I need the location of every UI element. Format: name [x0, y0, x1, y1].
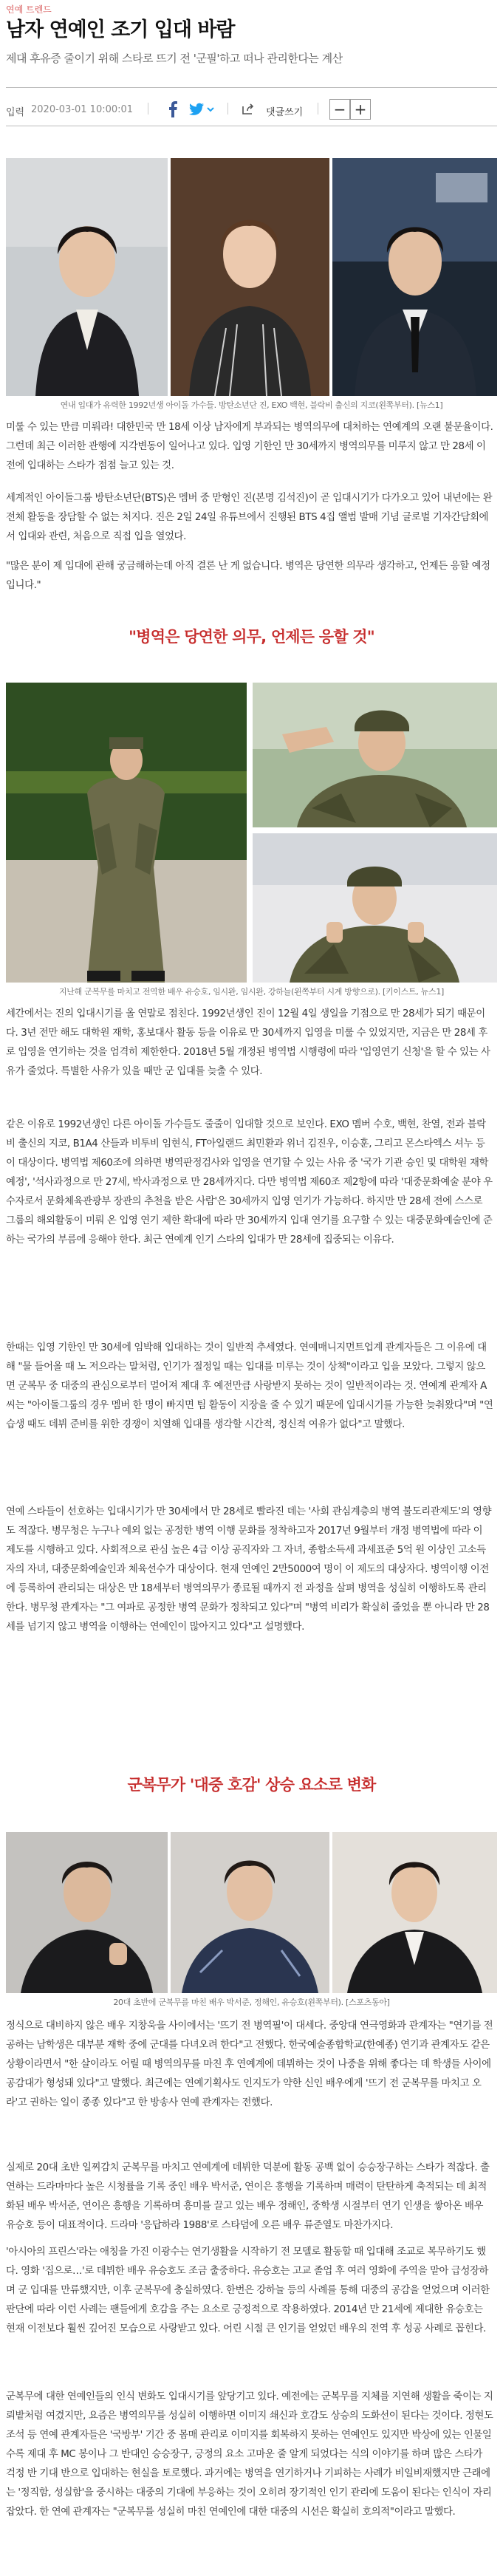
photo-baekhyun	[171, 158, 329, 396]
photo-grid-soldiers	[6, 683, 497, 983]
article-paragraph: 정식으로 대비하지 않은 배우 지창욱을 사이에서는 '뜨기 전 병역필'이 대세다. 중앙대 연극영화과 관계자는 "연기를 전공하는 남학생은 대부분 재학 중에 군대를 다녀오려 한다"고 전했다. 한국예술종합학교(한예종) 연기과 관계자도 같은 상황이라면서 "한 살이라도 어릴 때 병역의무를 마친 후 연예계에 데뷔하는 것이 나중을 위해 좋다는 데 학생들 사이에 공감대가 형성돼 있다"고 말했다. 최근에는 연예기획사도 인지도가 약한 신인 배우에게 '뜨기 전 군복무를 마치고 오라'고 권하는 일이 종종 있다"고 한 방송사 연예 관계자는 전했다.	[6, 2020, 493, 2108]
photo-actor-3	[332, 1832, 497, 1993]
pull-quote: 군복무가 '대중 호감' 상승 요소로 변화	[127, 1776, 376, 1794]
photo-caption: 연내 입대가 유력한 1992년생 아이돌 가수들. 방탄소년단 진, EXO 백현, 블락비 출신의 지코(왼쪽부터). [뉴스1]	[60, 400, 443, 410]
photo-soldier-2	[253, 683, 497, 827]
twitter-share-icon[interactable]	[189, 100, 214, 118]
photo-caption: 지난해 군복무를 마치고 전역한 배우 유승호, 임시완, 임시완, 강하늘(왼쪽부터 시계 방향으로). [키이스트, 뉴스1]	[58, 987, 445, 997]
article-paragraph: 세계적인 아이돌그룹 방탄소년단(BTS)은 멤버 중 맏형인 진(본명 김석진)이 곧 입대시기가 다가오고 있어 내년에는 완전체 활동을 장담할 수 없는 처지다. 진은 2일 24일 유튜브에서 진행된 BTS 4집 앨범 발매 기념 글로벌 기자간담회에서 입대와 관련, 처음으로 직접 입을 열었다.	[6, 493, 493, 542]
section-tag[interactable]: 연예 트렌드	[6, 4, 52, 15]
article-paragraph: 연예 스타들이 선호하는 입대시기가 만 30세에서 만 28세로 빨라진 데는 '사회 관심계층의 병역 불도리관제도'의 영향도 적잖다. 병무청은 누구나 예외 없는 공정한 병역 이행 문화를 정착하고자 2017년 9월부터 개정 병역법에 따라 이 제도를 시행하고 있다. 사회적으로 관심 높은 4급 이상 공직자와 그 자녀, 종합소득세 과세표준 5억 원 이상인 고소득자의 자녀, 대중문화예술인과 체육선수가 대상이다. 현재 연예인 2만5000여 명이 이 제도의 대상자다. 병역이행 이전에 등록하여 관리되는 대상은 만 18세부터 병역의무가 종료될 때까지 전 과정을 살펴 병역을 성실히 이행하도록 관리한다. 병무청 관계자는 "그 여파로 공정한 병역 문화가 정착되고 있다"며 "병역 비리가 확실히 줄었을 뿐 아니라 만 28세를 넘기지 않고 병역을 이행하는 연예인이 많아지고 있다"고 설명했다.	[6, 1506, 492, 1633]
article-paragraph: 같은 이유로 1992년생인 다른 아이돌 가수들도 줄줄이 입대할 것으로 보인다. EXO 멤버 수호, 백현, 찬열, 전과 블락비 출신의 지코, B1A4 산들과 비투비 임현식, FT아일랜드 최민환과 위너 김진우, 이승훈, 그리고 몬스타엑스 셔누 등이 대상이다. 병역법 제60조에 의하면 병역판정검사와 입영을 연기할 수 있는 사유 중 '국가 기관 승인 및 대학원 재학 예정', '석사과정으로 만 27세, 박사과정으로 만 28세까지다. 다만 병역법 제60조 제2항에 따라 '대중문화예술 분야 우수자로서 문화체육관광부 장관의 추천을 받은 사람'은 30세까지 입영 연기가 가능하다. 하지만 만 28세 전에 스스로 그룹의 해외활동이 미뤄 온 입영 연기 제한 확대에 따라 만 30세까지 입대 연기를 요구할 수 있는 대중문화예술인에 준하는 국가의 부름에 응해야 한다. 최근 연예계 인기 스타의 입대가 만 28세에 집중되는 이유다.	[6, 1119, 493, 1246]
article-paragraph: "많은 분이 제 입대에 관해 궁금해하는데 아직 결론 난 게 없습니다. 병역은 당연한 의무라 생각하고, 언제든 응할 예정입니다."	[6, 561, 490, 591]
subheadline: 제대 후유증 줄이기 위해 스타로 뜨기 전 '군필'하고 떠나 관리한다는 계산	[6, 52, 343, 65]
facebook-share-icon[interactable]	[164, 100, 182, 118]
photo-row-actors	[6, 1832, 497, 1993]
divider	[6, 87, 497, 88]
article-paragraph: 미룰 수 있는 만큼 미뤄라! 대한민국 만 18세 이상 남자에게 부과되는 병역의무에 대처하는 연예계의 오랜 불문율이다. 그런데 최근 이러한 관행에 지각변동이 일어나고 있다. 입영 기한인 만 30세까지 병역의무를 미루지 않고 만 28세 이전에 입대하는 스타가 점점 늘고 있는 것.	[6, 422, 493, 471]
article-paragraph: 한때는 입영 기한인 만 30세에 임박해 입대하는 것이 일반적 추세였다. 연예매니지먼트업계 관계자들은 그 이유에 대해 "물 들어올 때 노 저으라는 말처럼, 인기가 절정일 때는 입대를 미루는 것이 상책"이라고 입을 모았다. 그렇지 않으면 군복무 중 대중의 관심으로부터 멀어져 제대 후 예전만큼 사랑받지 못하는 것이 일반적이라는 것. 연예계 관계자 A씨는 "아이돌그룹의 경우 멤버 한 명이 빠지면 팀 활동이 지장을 줄 수 있기 때문에 입대시기를 가능한 늦춰왔다"며 "연습생 때도 데뷔 준비를 위한 경쟁이 치열해 입대를 생각할 시간적, 정신적 여유가 없다"고 말했다.	[6, 1342, 493, 1430]
photo-row-idols	[6, 158, 497, 396]
comment-link[interactable]: 댓글쓰기	[266, 107, 304, 118]
photo-soldier-1	[6, 683, 247, 983]
article-meta-bar	[6, 96, 497, 124]
photo-actor-2	[171, 1832, 329, 1993]
zoom-out-button[interactable]: −	[329, 99, 350, 120]
photo-zico	[332, 158, 497, 396]
divider	[227, 103, 228, 115]
photo-caption: 20대 초반에 군복무를 마친 배우 박서준, 정해인, 유승호(왼쪽부터). [스포츠동아]	[113, 1998, 390, 2007]
share-icon[interactable]	[239, 100, 257, 118]
headline: 남자 연예인 조기 입대 바람	[6, 18, 235, 41]
photo-jin	[6, 158, 168, 396]
publish-date: 2020-03-01 10:00:01	[31, 104, 134, 115]
photo-soldier-3	[253, 833, 497, 983]
pull-quote: "병역은 당연한 의무, 언제든 응할 것"	[129, 628, 374, 646]
article-paragraph: 군복무에 대한 연예인들의 인식 변화도 입대시기를 앞당기고 있다. 예전에는 군복무를 지체를 지연해 생활을 죽이는 지뢰밭처럼 여겼지만, 요즘은 병역의무를 성실히 이행하면 이미지 쇄신과 호감도 상승의 도화선이 된다는 것이다. 정현도 조석 등 연예 관계자들은 '국방부' 기간 중 몸매 관리로 이미지를 회복하지 못하는 연예인도 있지만 박상에 있는 인물일수록 제대 후 MC 봉이나 그 반대인 승승장구, 긍정의 요소 고마운 줄 알게 되었다는 식의 이야기를 하며 많은 스타가 걱정 반 기대 반으로 입대하는 현실을 토로했다. 과거에는 병역을 연기하거나 기피하는 사례가 비일비재했지만 근래에는 '정직함, 성실함'을 중시하는 대중의 기대에 부응하는 것이 오히려 장기적인 인기 관리에 도움이 된다는 인식이 자리 잡았다. 한 연예 관계자는 "군복무를 성실히 마친 연예인에 대한 대중의 시선은 확실히 호의적"이라고 말했다.	[6, 2391, 493, 2518]
date-label: 입력	[6, 107, 25, 118]
article-paragraph: 세간에서는 진의 입대시기를 올 연말로 점친다. 1992년생인 진이 12월 4일 생일을 기점으로 만 28세가 되기 때문이다. 3년 전만 해도 대학원 재학, 홍보대사 활동 등을 이유로 만 30세까지 입영을 미룰 수 있었지만, 지금은 만 28세 후로 입영을 연기하는 것을 엄격히 제한한다. 2018년 5월 개정된 병역법 시행령에 따라 '입영연기 신청'을 할 수 있는 사유가 줄었다. 특별한 사유가 있을 때만 군 입대를 늦출 수 있다.	[6, 1008, 490, 1077]
article-paragraph: '아시아의 프린스'라는 애칭을 가진 이광수는 연기생활을 시작하기 전 모델로 활동할 때 입대해 조교로 복무하기도 했다. 영화 '집으로…'로 데뷔한 배우 유승호도 조금 출중하다. 유승호는 고교 졸업 후 여러 영화에 주역을 맡아 급성장하며 군 입대를 만류했지만, 이후 군복무에 충실하였다. 한번은 강하늘 등의 사례를 통해 대중의 공감을 얻었으며 이러한 판단에 따라 이런 사례는 팬들에게 호감을 주는 요소로 긍정적으로 작용하였다. 2014년 만 21세에 제대한 유승호는 현재 이전보다 훨씬 깊어진 모습으로 사랑받고 있다. 어린 시절 큰 인기를 얻었던 배우의 전역 후 성공 사례로 꼽힌다.	[6, 2247, 490, 2334]
zoom-in-button[interactable]: +	[350, 99, 371, 120]
photo-actor-1	[6, 1832, 168, 1993]
article-paragraph: 실제로 20대 초반 일찌감치 군복무를 마치고 연예계에 데뷔한 덕분에 활동 공백 없이 승승장구하는 스타가 적잖다. 출연하는 드라마마다 높은 시청률을 기록 중인 배우 박서준, 연이은 흥행을 기록하며 매력이 탄탄하게 축적되는 데 최적화된 배우 박서준, 연이은 흥행을 기록하며 흥미를 끌고 있는 배우 정해인, 중학생 시절부터 연기 인생을 쌓아온 배우 유승호 등이 대표적이다. 드라마 '응답하라 1988'로 스타덤에 오른 배우 류준열도 마찬가지다.	[6, 2162, 490, 2231]
